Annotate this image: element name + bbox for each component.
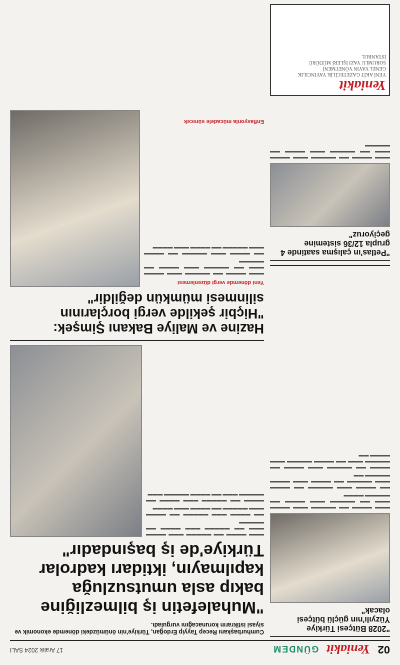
imprint-box xyxy=(270,4,390,96)
left-column xyxy=(270,8,390,637)
second-story-photo xyxy=(10,110,140,287)
page-number: 02 xyxy=(377,643,390,655)
main-story-photo xyxy=(10,345,142,537)
left-top-body: ▬▬▬ ▬▬▬▬ ▬▬ ▬▬▬▬▬ ▬▬▬ ▬▬▬▬ ▬▬▬ ▬▬ ▬▬▬▬▬ ▬▬▬ ▬▬▬▬ ▬▬ ▬▬▬▬▬ ▬▬▬▬ ▬▬ ▬▬▬▬ ▬▬▬ ▬▬▬▬▬ ▬▬ ▬▬▬▬ ▬▬▬ ▬▬▬▬▬ ▬▬ ▬▬▬▬ ▬▬▬ ▬▬▬▬ ▬▬▬▬▬ ▬▬ ▬▬▬▬ ▬▬ ▬▬▬▬▬ ▬▬▬ ▬▬▬▬ ▬▬ ▬▬▬▬▬ ▬▬▬ ▬▬ ▬▬▬▬ ▬▬▬▬▬ ▬▬▬ ▬▬▬▬ ▬▬ xyxy=(270,453,390,510)
section-label: GÜNDEM xyxy=(272,644,319,654)
second-story-subhead: Enflasyonla mücadele sürecek xyxy=(183,118,264,125)
imprint-line: İSTANBUL xyxy=(361,53,386,58)
imprint-logo: Yeniakit xyxy=(339,77,386,92)
right-column xyxy=(10,8,264,637)
issue-date: 17 Aralık 2024 SALI xyxy=(10,646,64,652)
imprint-line: GENEL YAYIN YÖNETMENİ xyxy=(322,65,386,70)
left-bottom-headline: "Petlas'ın çalışma saatinde 4 grupla 12/36 sistemine geçiyoruz" xyxy=(270,230,390,261)
main-story-body: ▬▬▬ ▬▬▬▬ ▬▬ ▬▬▬▬▬ ▬▬▬ ▬▬▬▬ ▬▬▬ ▬▬ ▬▬▬▬▬ ▬▬▬ ▬▬▬▬ ▬▬ ▬▬▬▬▬ ▬▬ ▬▬▬▬ ▬▬▬ ▬▬▬▬▬ ▬▬ ▬▬▬▬ ▬▬▬ ▬▬▬▬▬ ▬▬ ▬▬▬▬ ▬▬▬ ▬▬▬▬ ▬▬▬▬ ▬▬ ▬▬▬▬▬ ▬▬▬ ▬▬▬▬ ▬▬ ▬▬▬▬▬ ▬▬▬ ▬▬ ▬▬▬▬ ▬▬▬▬▬ ▬▬▬ xyxy=(146,492,264,537)
left-top-headline: "2028 Bütçesi Türkiye Yüzyılı'nın güçlü bütçesi olacak" xyxy=(270,606,390,637)
masthead-logo: Yeniakit xyxy=(326,642,370,657)
second-story-subhead: Yeni dönemde vergi düzenlemesi xyxy=(177,279,264,285)
page-header xyxy=(10,640,390,657)
main-story-deck: Cumhurbaşkanı Recep Tayyip Erdoğan, Türkiye'nin önümüzdeki dönemde ekonomik ve siyasi istikrarın korunacağını vurguladı. xyxy=(14,621,264,634)
left-bottom-photo xyxy=(270,163,390,227)
imprint-line: YENİ AKİT GAZETECİLİK YAYINCILIK xyxy=(297,71,386,76)
left-top-photo xyxy=(270,513,390,603)
left-bottom-body: ▬▬▬ ▬▬▬▬ ▬▬ ▬▬▬▬▬ ▬▬▬ ▬▬▬▬ ▬▬▬ ▬▬ ▬▬▬▬▬ ▬▬▬ ▬▬▬▬ ▬▬ ▬▬▬▬▬ xyxy=(270,143,390,160)
second-story-headline: Hazine ve Maliye Bakanı Şimşek: "Hiçbir şekilde vergi borçlarının silinmesi mümkün değildir" xyxy=(53,291,264,336)
imprint-line: SORUMLU YAZI İŞLERİ MÜDÜRÜ xyxy=(308,59,386,64)
second-story-body: ▬▬▬ ▬▬▬▬ ▬▬ ▬▬▬▬▬ ▬▬▬ ▬▬▬▬ ▬▬▬ ▬▬ ▬▬▬▬▬ ▬▬▬ ▬▬▬▬ ▬▬ ▬▬▬▬▬ ▬▬ ▬▬▬▬ ▬▬▬ ▬▬▬▬▬ ▬▬ ▬▬▬▬ ▬▬▬ ▬▬▬▬▬ ▬▬ ▬▬▬▬ ▬▬▬ ▬▬▬▬ xyxy=(144,245,264,277)
main-story-headline: "Muhalefetin iş bilmezliğine bakıp asla umutsuzluğa kapılmayın, iktidarı kadrolar Türkiye'de iş başındadır" xyxy=(39,541,264,617)
